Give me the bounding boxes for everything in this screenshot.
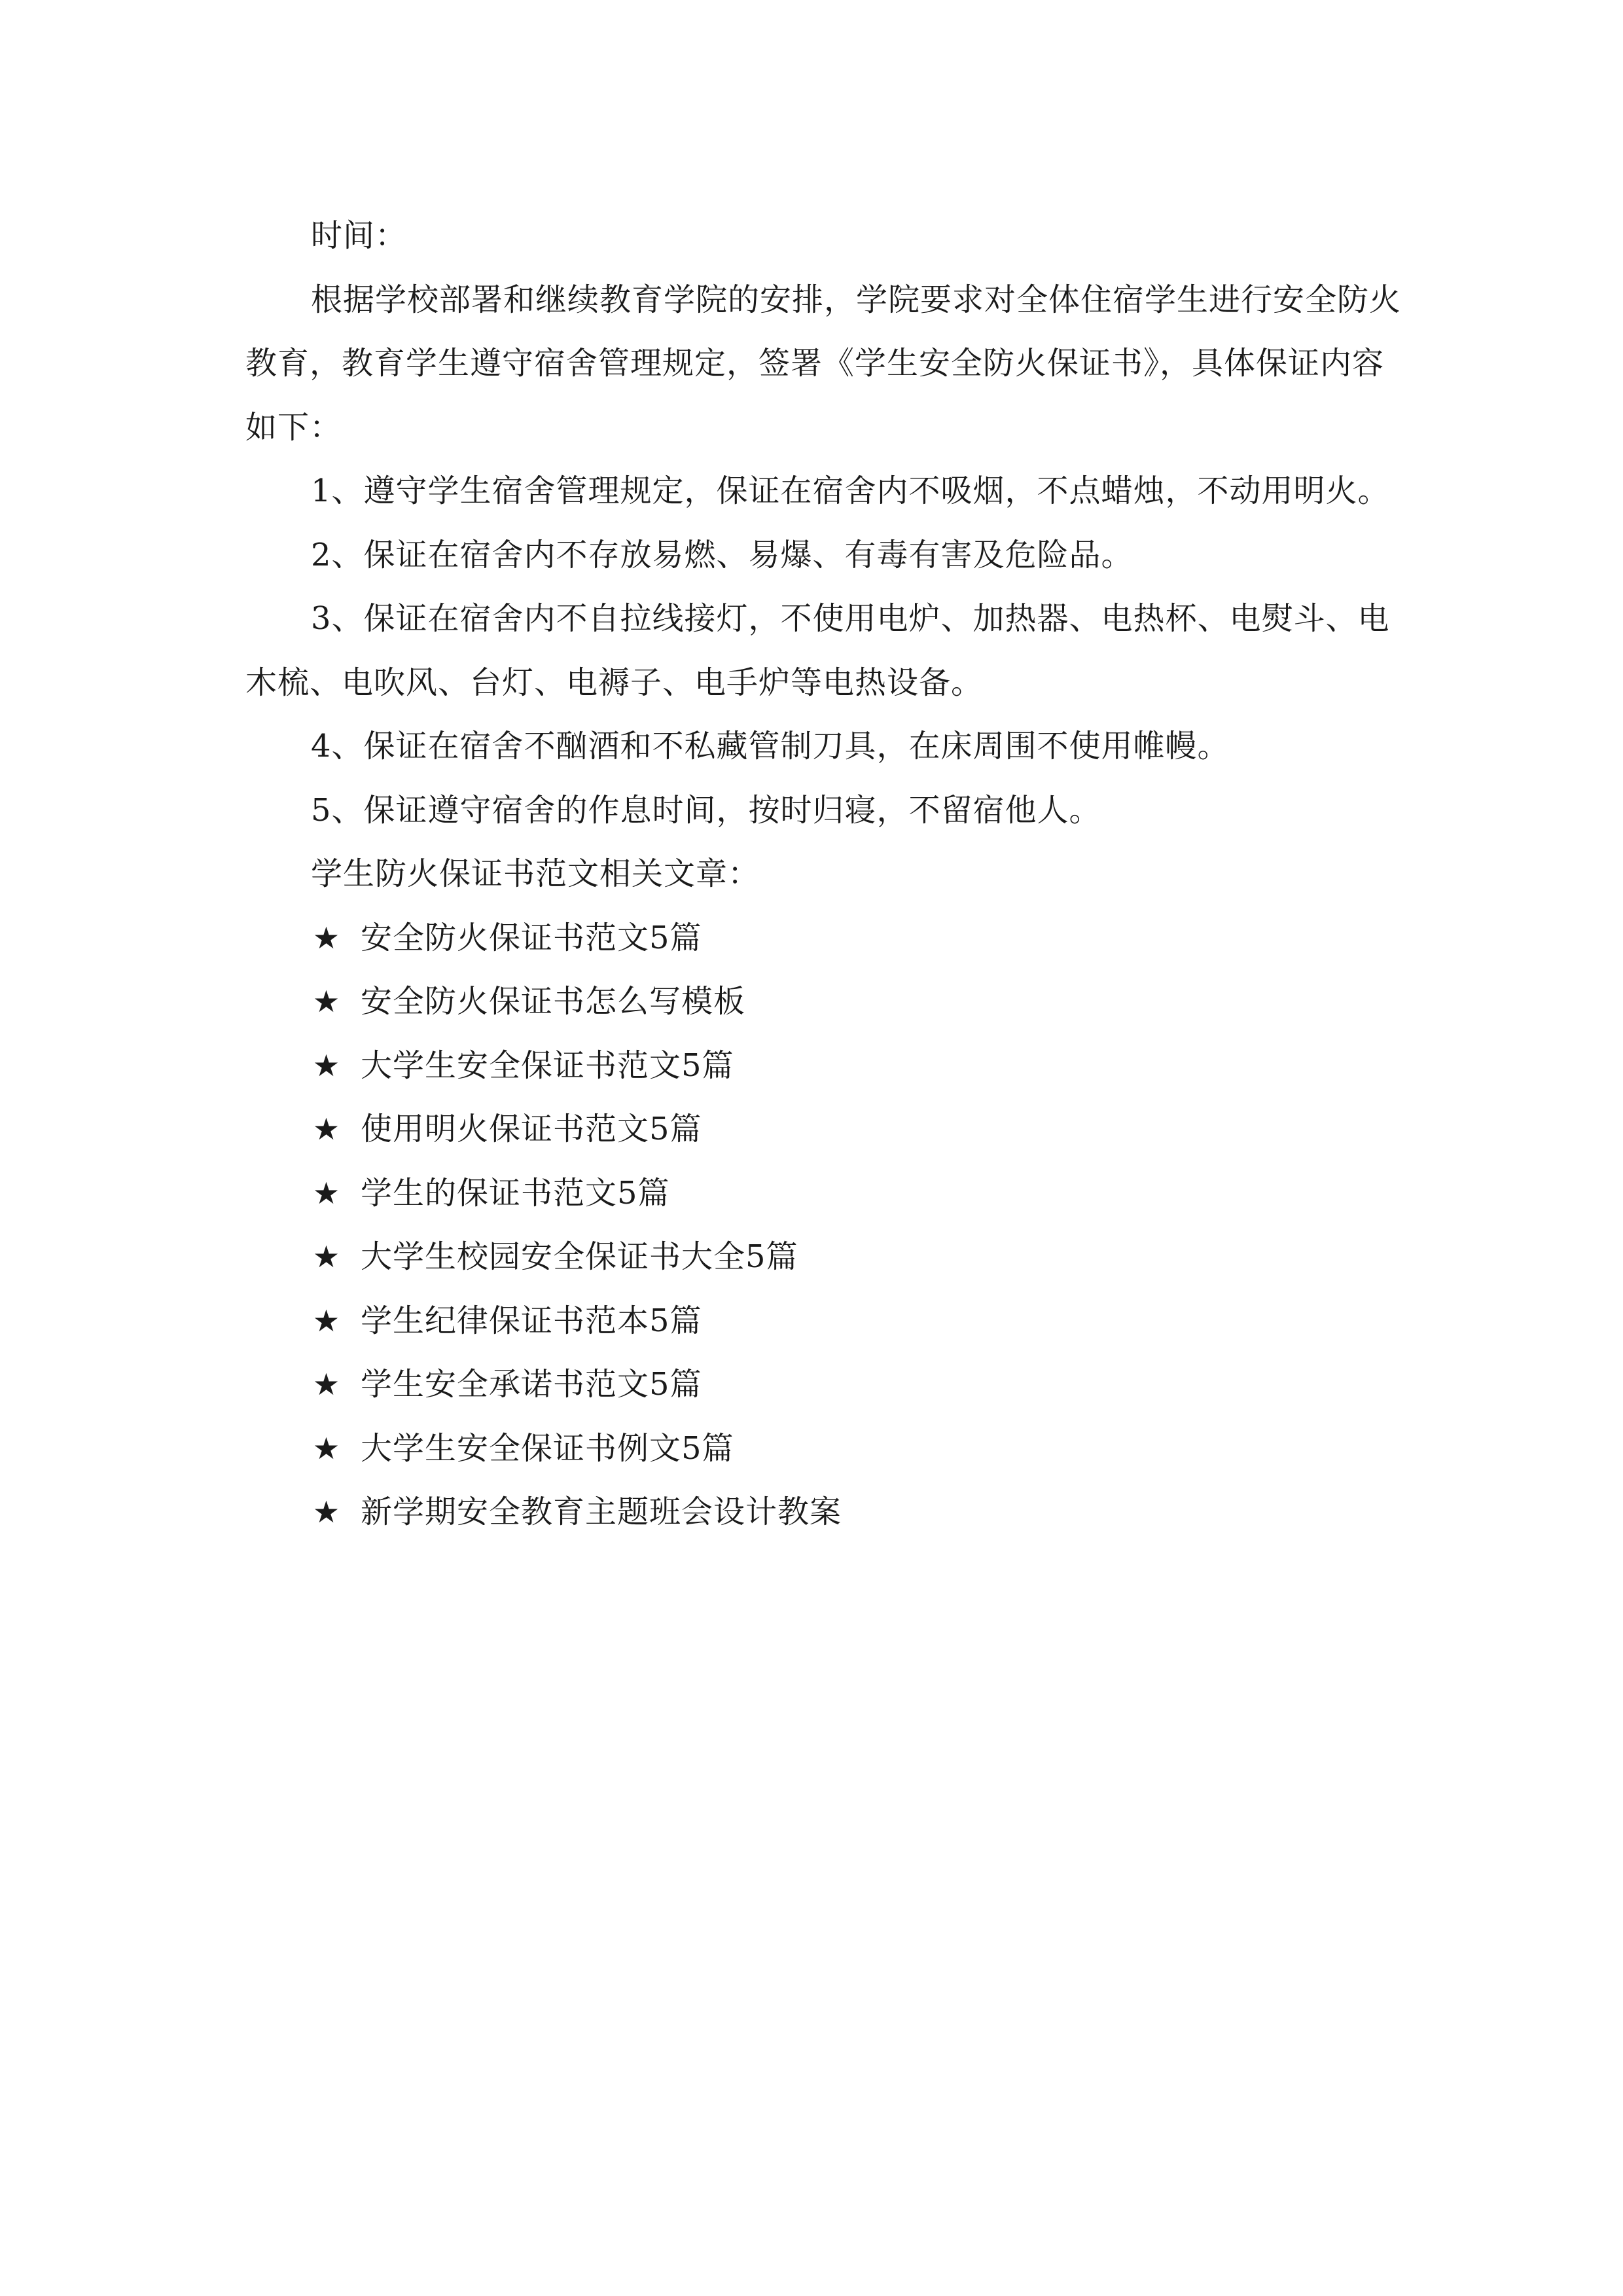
intro-paragraph: 根据学校部署和继续教育学院的安排，学院要求对全体住宿学生进行安全防火教育，教育学生遵守宿舍管理规定，签署《学生安全防火保证书》，具体保证内容如下： bbox=[245, 281, 1402, 446]
related-article-link[interactable] bbox=[245, 1289, 1404, 1354]
related-article-link[interactable] bbox=[245, 906, 1404, 971]
related-article-title: 使用明火保证书范文5篇 bbox=[361, 1111, 702, 1147]
related-article-title: 学生纪律保证书范本5篇 bbox=[361, 1302, 702, 1339]
star-icon: ★ bbox=[312, 1175, 341, 1211]
related-article-title: 安全防火保证书范文5篇 bbox=[361, 919, 702, 956]
rule-item-3: 3、保证在宿舍内不自拉线接灯，不使用电炉、加热器、电热杯、电熨斗、电木梳、电吹风、台灯、电褥子、电手炉等电热设备。 bbox=[245, 600, 1390, 701]
rule-item-5: 5、保证遵守宿舍的作息时间，按时归寝，不留宿他人。 bbox=[311, 791, 1101, 829]
related-articles-list bbox=[245, 906, 1404, 1545]
related-article-link[interactable] bbox=[245, 1225, 1404, 1289]
related-article-title: 大学生安全保证书例文5篇 bbox=[361, 1429, 734, 1467]
star-icon: ★ bbox=[312, 1367, 341, 1402]
related-article-title: 安全防火保证书怎么写模板 bbox=[361, 983, 746, 1020]
related-article-link[interactable] bbox=[245, 1480, 1404, 1545]
star-icon: ★ bbox=[312, 984, 341, 1019]
star-icon: ★ bbox=[312, 1430, 341, 1466]
star-icon: ★ bbox=[312, 920, 341, 956]
star-icon: ★ bbox=[312, 1239, 341, 1274]
related-heading: 学生防火保证书范文相关文章： bbox=[311, 855, 760, 892]
star-icon: ★ bbox=[312, 1047, 341, 1083]
related-article-link[interactable] bbox=[245, 1417, 1404, 1481]
related-article-title: 大学生校园安全保证书大全5篇 bbox=[361, 1238, 798, 1275]
star-icon: ★ bbox=[312, 1302, 341, 1338]
document-body bbox=[245, 204, 1404, 1545]
related-article-link[interactable] bbox=[245, 1098, 1404, 1162]
related-article-title: 大学生安全保证书范文5篇 bbox=[361, 1047, 734, 1084]
rule-item-4: 4、保证在宿舍不酗酒和不私藏管制刀具，在床周围不使用帷幔。 bbox=[311, 728, 1230, 764]
related-article-link[interactable] bbox=[245, 1162, 1404, 1226]
time-label: 时间： bbox=[311, 217, 408, 254]
rule-item-1: 1、遵守学生宿舍管理规定，保证在宿舍内不吸烟，不点蜡烛，不动用明火。 bbox=[311, 473, 1390, 509]
rule-item-2: 2、保证在宿舍内不存放易燃、易爆、有毒有害及危险品。 bbox=[311, 536, 1133, 573]
related-article-title: 学生安全承诺书范文5篇 bbox=[361, 1366, 702, 1403]
related-article-title: 新学期安全教育主题班会设计教案 bbox=[361, 1494, 842, 1530]
related-article-link[interactable] bbox=[245, 1353, 1404, 1417]
related-article-link[interactable] bbox=[245, 970, 1404, 1034]
related-article-title: 学生的保证书范文5篇 bbox=[361, 1174, 670, 1211]
star-icon: ★ bbox=[312, 1494, 341, 1530]
star-icon: ★ bbox=[312, 1111, 341, 1147]
related-article-link[interactable] bbox=[245, 1034, 1404, 1098]
